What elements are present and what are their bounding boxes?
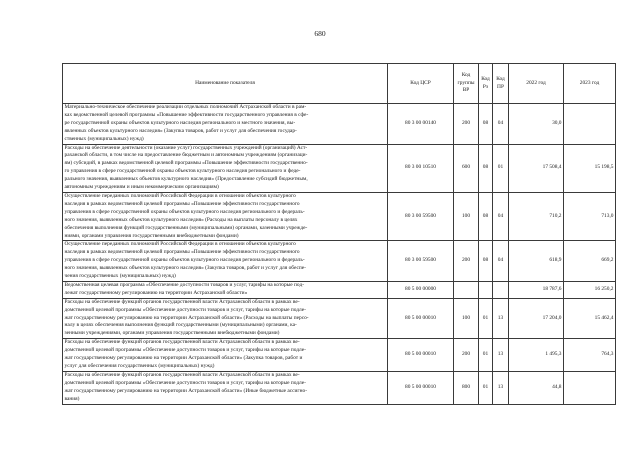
row-rz: 08 xyxy=(479,144,493,192)
row-group: 200 xyxy=(454,104,479,145)
row-group: 200 xyxy=(454,241,479,282)
row-amount-2023: 15 462,4 xyxy=(564,298,616,339)
row-text-line: домственной целевой программы «Обеспечение доступности товаров и услуг, тарифы на которые подле- xyxy=(64,379,306,386)
row-amount-2022: 44,8 xyxy=(509,371,564,404)
row-name xyxy=(63,281,388,298)
row-name xyxy=(63,298,388,339)
row-amount-2023: 16 250,2 xyxy=(564,281,616,298)
budget-table xyxy=(62,63,616,405)
row-group xyxy=(454,281,479,298)
row-amount-2022: 1 495,3 xyxy=(509,339,564,372)
row-name xyxy=(63,104,388,145)
table-row xyxy=(63,298,616,339)
row-code: 80 3 00 59500 xyxy=(388,192,454,240)
row-text-line: явленных объектов культурного наследия» (Закупка товаров, работ и услуг для обеспечения государ- xyxy=(64,127,297,134)
row-group: 200 xyxy=(454,339,479,372)
row-rz: 08 xyxy=(479,241,493,282)
row-group: 800 xyxy=(454,371,479,404)
row-text-line: го управления в сфере государственной охраны объектов культурного наследия регионального и феде- xyxy=(64,168,301,175)
row-rz: 01 xyxy=(479,339,493,372)
row-text-line: ственных (муниципальных) нужд) xyxy=(64,135,144,142)
row-pr: 13 xyxy=(493,339,509,372)
row-rz: 08 xyxy=(479,192,493,240)
row-text-line: ниями, органами управления государственными внебюджетными фондами) xyxy=(64,232,239,239)
row-amount-2022: 18 787,6 xyxy=(509,281,564,298)
row-group: 100 xyxy=(454,192,479,240)
table-row xyxy=(63,144,616,192)
row-code: 80 3 00 10510 xyxy=(388,144,454,192)
row-pr: 13 xyxy=(493,298,509,339)
row-text-line: управления в сфере государственной охраны объектов культурного наследия регионального и федераль- xyxy=(64,208,305,215)
table-row xyxy=(63,241,616,282)
row-group: 600 xyxy=(454,144,479,192)
row-name xyxy=(63,339,388,372)
row-rz: 01 xyxy=(479,371,493,404)
row-pr: 01 xyxy=(493,144,509,192)
row-text-line: Осуществление переданных полномочий Российской Федерации в отношении объектов культурного xyxy=(64,241,296,248)
header-name: Наименование показателя xyxy=(63,64,388,104)
row-text-line: налу в целях обеспечения выполнения функций государственными (муниципальными) органами, ка- xyxy=(64,322,297,329)
row-text-line: чения государственных (муниципальных) нужд) xyxy=(64,273,176,280)
row-code: 80 5 00 00010 xyxy=(388,339,454,372)
table-row xyxy=(63,192,616,240)
row-text-line: услуг для обеспечения государственных (муниципальных) нужд) xyxy=(64,363,215,369)
row-amount-2023 xyxy=(564,371,616,404)
row-text-line: ного значения, выявленных объектов культурного наследия» (Закупка товаров, работ и услуг для обеспе- xyxy=(64,265,306,272)
row-rz: 01 xyxy=(479,298,493,339)
table-row xyxy=(63,281,616,298)
row-pr: 04 xyxy=(493,192,509,240)
row-text-line: раханской области, в том числе на предоставление бюджетным и автономным учреждениям (организаци- xyxy=(64,152,308,159)
row-amount-2023: 669,2 xyxy=(564,241,616,282)
row-text-line: наследия в рамках ведомственной целевой программы «Повышение эффективности государственного xyxy=(64,249,300,256)
row-text-line: Расходы на обеспечение деятельности (оказание услуг) государственных учреждений (организаций) Аст- xyxy=(64,144,308,151)
row-amount-2023: 15 198,5 xyxy=(564,144,616,192)
row-amount-2022: 17 508,4 xyxy=(509,144,564,192)
row-amount-2023: 764,3 xyxy=(564,339,616,372)
row-name xyxy=(63,371,388,404)
row-text-line: лежат государственному регулированию на территории Астраханской области» xyxy=(64,289,248,296)
row-code: 80 5 00 00010 xyxy=(388,298,454,339)
row-text-line: жат государственному регулированию на территории Астраханской области» (Иные бюджетные ассигно- xyxy=(64,387,308,394)
row-text-line: Материально-техническое обеспечение реализации отдельных полномочий Астраханской области в рам- xyxy=(64,104,307,110)
row-rz: 08 xyxy=(479,104,493,145)
header-group: Код группы ВР xyxy=(454,64,479,104)
row-group: 100 xyxy=(454,298,479,339)
row-code: 80 3 00 59500 xyxy=(388,241,454,282)
row-text-line: автономным учреждениям и иным некоммерческим организациям) xyxy=(64,184,219,191)
table-row xyxy=(63,371,616,404)
row-text-line: зенными учреждениями, органами управления государственными внебюджетными фондами) xyxy=(64,330,280,337)
row-text-line: рального значения, выявленных объектов культурного наследия» (Предоставление субсидий бюджетным, xyxy=(64,176,308,183)
row-text-line: Ведомственная целевая программа «Обеспечение доступности товаров и услуг, тарифы на которые под- xyxy=(64,281,305,288)
header-year-2023: 2023 год xyxy=(564,64,616,104)
row-pr: 04 xyxy=(493,104,509,145)
row-text-line: вания) xyxy=(64,395,80,402)
table-row xyxy=(63,339,616,372)
row-pr: 04 xyxy=(493,241,509,282)
page-number: 680 xyxy=(314,29,326,38)
row-text-line: ям) субсидий, в рамках ведомственной целевой программы «Повышение эффективности государственно- xyxy=(64,160,308,167)
row-text-line: наследия в рамках ведомственной целевой программы «Повышение эффективности государственного xyxy=(64,200,300,207)
row-name xyxy=(63,192,388,240)
row-text-line: ре государственной охраны объектов культурного наследия регионального и местного значения, вы- xyxy=(64,119,296,126)
row-text-line: Расходы на обеспечение функций органов государственной власти Астраханской области в рамках ве- xyxy=(64,339,300,346)
row-amount-2022: 710,2 xyxy=(509,192,564,240)
row-name xyxy=(63,144,388,192)
row-text-line: домственной целевой программы «Обеспечение доступности товаров и услуг, тарифы на которые подле- xyxy=(64,347,306,354)
table-header-row xyxy=(63,64,616,104)
row-rz xyxy=(479,281,493,298)
header-pr: Код ПР xyxy=(493,64,509,104)
row-pr xyxy=(493,281,509,298)
row-amount-2022: 30,0 xyxy=(509,104,564,145)
row-text-line: ках ведомственной целевой программы «Повышение эффективности государственного управления в сфе- xyxy=(64,111,309,118)
row-text-line: Осуществление переданных полномочий Российской Федерации в отношении объектов культурного xyxy=(64,192,296,199)
row-amount-2022: 618,9 xyxy=(509,241,564,282)
row-code: 80 3 00 00140 xyxy=(388,104,454,145)
row-amount-2022: 17 204,0 xyxy=(509,298,564,339)
row-text-line: домственной целевой программы «Обеспечение доступности товаров и услуг, тарифы на которые подле- xyxy=(64,306,306,313)
row-name xyxy=(63,241,388,282)
row-text-line: управления в сфере государственной охраны объектов культурного наследия регионального и федераль- xyxy=(64,257,305,264)
row-text-line: жат государственному регулированию на территории Астраханской области» (Расходы на выплаты персо- xyxy=(64,314,309,321)
header-year-2022: 2022 год xyxy=(509,64,564,104)
header-code: Код ЦСР xyxy=(388,64,454,104)
row-amount-2023: 713,0 xyxy=(564,192,616,240)
row-amount-2023 xyxy=(564,104,616,145)
table-row xyxy=(63,104,616,145)
row-text-line: Расходы на обеспечение функций органов государственной власти Астраханской области в рамках ве- xyxy=(64,298,300,305)
row-text-line: жат государственному регулированию на территории Астраханской области» (Закупка товаров, работ и xyxy=(64,355,303,362)
row-code: 80 5 00 00010 xyxy=(388,371,454,404)
row-text-line: ного значения, выявленных объектов культурного наследия» (Расходы на выплаты персоналу в целях xyxy=(64,216,298,223)
row-text-line: обеспечения выполнения функций государственными (муниципальными) органами, казенными учрежде- xyxy=(64,224,308,231)
row-code: 80 5 00 00000 xyxy=(388,281,454,298)
row-pr: 13 xyxy=(493,371,509,404)
header-rz: Код Рз xyxy=(479,64,493,104)
row-text-line: Расходы на обеспечение функций органов государственной власти Астраханской области в рамках ве- xyxy=(64,371,300,378)
